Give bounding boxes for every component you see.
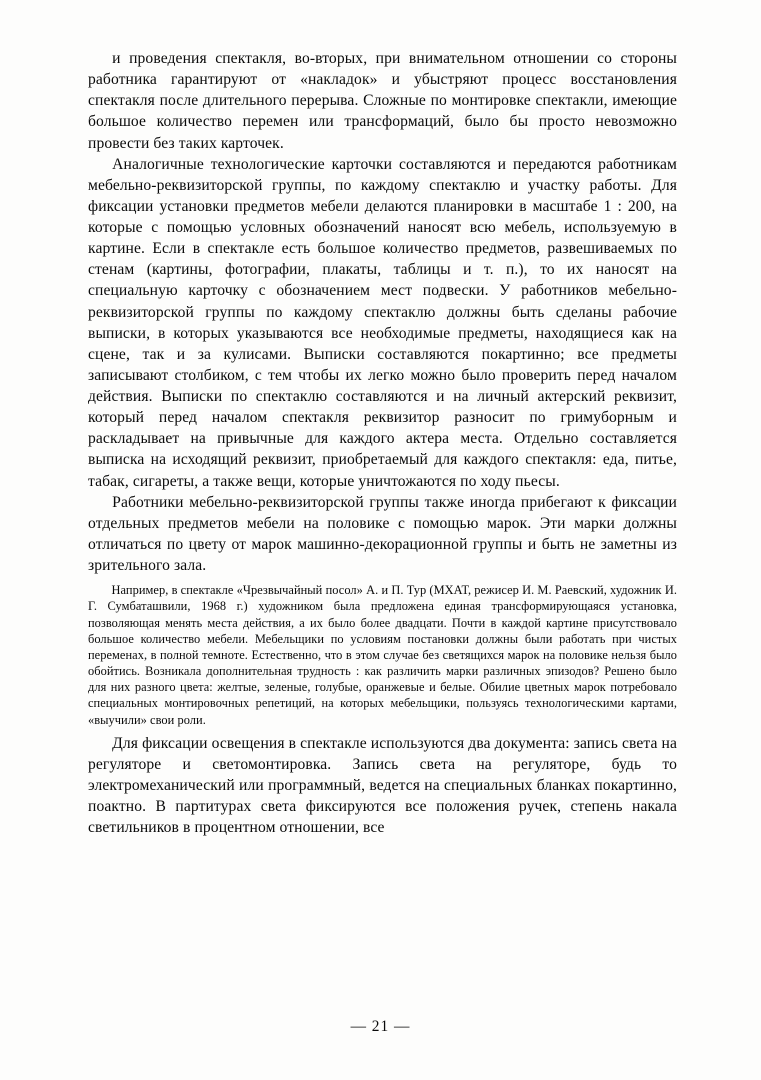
footnote-example-block [88,582,677,728]
footnote-example-text: Например, в спектакле «Чрезвычайный посол» А. и П. Тур (МХАТ, режисер И. М. Раевский, художник И. Г. Сумбаташвили, 1968 г.) художником была предложена единая трансформирующаяся установка, позволяющая менять места действия, а их было более двадцати. Почти в каждой картине присутствовало большое количество мебели. Мебельщики по условиям постановки должны были работать при чистых переменах, в полной темноте. Естественно, что в этом случае без светящихся марок на половике нельзя было обойтись. Возникала дополнительная трудность : как различить марки различных эпизодов? Решено было для них разного цвета: желтые, зеленые, голубые, оранжевые и белые. Обилие цветных марок потребовало специальных монтировочных репетиций, на которых мебельщики, пользуясь технологическими картами, «выучили» свои роли. [88,583,677,727]
main-text-block-continued [88,733,677,839]
paragraph-1: и проведения спектакля, во-вторых, при внимательном отношении со стороны работника гарантируют от «накладок» и убыстряют процесс восстановления спектакля после длительного перерыва. Сложные по монтировке спектакли, имеющие большое количество перемен или трансформаций, было бы просто невозможно провести без таких карточек. [88,50,677,152]
paragraph-3: Работники мебельно-реквизиторской группы также иногда прибегают к фиксации отдельных предметов мебели на половике с помощью марок. Эти марки должны отличаться по цвету от марок машинно-декорационной группы и быть не заметны из зрительного зала. [88,493,677,574]
page-number: — 21 — [350,1018,411,1035]
main-text-block [88,48,677,576]
paragraph-4: Для фиксации освещения в спектакле используются два документа: запись света на регуляторе и светомонтировка. Запись света на регуляторе, будь то электромеханический или программный, ведется на специальных бланках покартинно, поактно. В партитурах света фиксируются все положения ручек, степень накала светильников в процентном отношении, все [88,734,677,837]
paragraph-2: Аналогичные технологические карточки составляются и передаются работникам мебельно-реквизиторской группы, по каждому спектаклю и участку работы. Для фиксации установки предметов мебели делаются планировки в масштабе 1 : 200, на которые с помощью условных обозначений наносят всю мебель, используемую в картине. Если в спектакле есть большое количество предметов, развешиваемых по стенам (картины, фотографии, плакаты, таблицы и т. п.), то их наносят на специальную карточку с обозначением мест подвески. У работников мебельно-реквизиторской группы по каждому спектаклю должны быть сделаны рабочие выписки, в которых указываются все необходимые предметы, находящиеся как на сцене, так и за кулисами. Выписки составляются покартинно; все предметы записывают столбиком, с тем чтобы их легко можно было проверить перед началом действия. Выписки по спектаклю составляются и на личный актерский реквизит, который перед началом спектакля реквизитор разносит по гримуборным и раскладывает на привычные для каждого актера места. Отдельно составляется выписка на исходящий реквизит, приобретаемый для каждого спектакля: еда, питье, табак, сигареты, а также вещи, которые уничтожаются по ходу пьесы. [88,155,677,490]
